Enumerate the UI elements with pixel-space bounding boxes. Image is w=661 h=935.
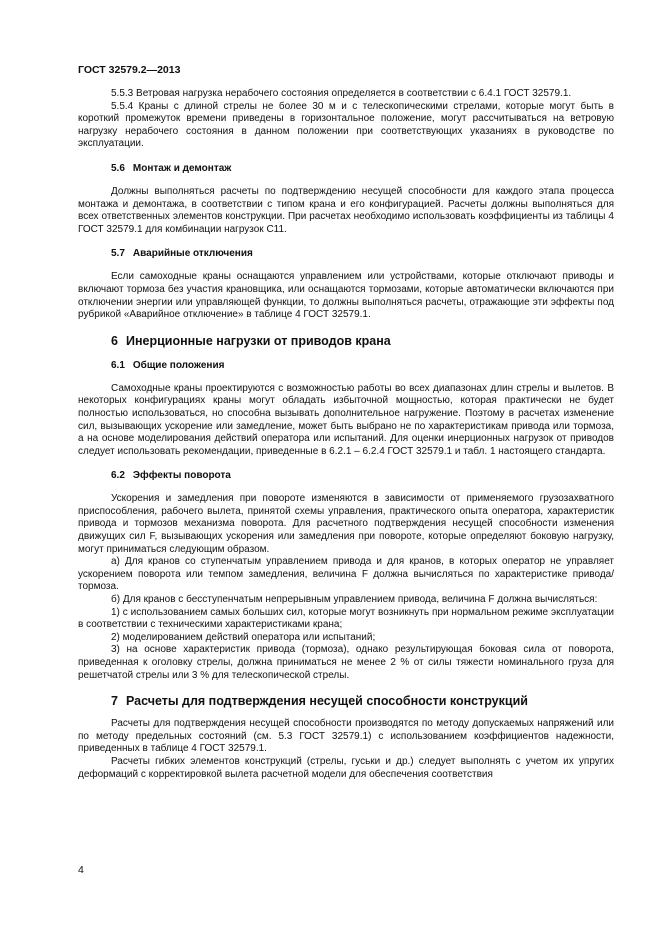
section-number: 6 [111,333,118,348]
section-number: 5.6 [111,162,125,174]
section-title: Расчеты для подтверждения несущей способности конструкций [125,694,528,709]
paragraph-5-5-4: 5.5.4 Краны с длиной стрелы не более 30 м и с телескопическими стрелами, которые могут быть в короткий промежуток времени приведены в горизонтальное положение, могут рассчитываться на ветровую нагрузку нерабочего состояния в данном положении при соответствующих указаниях в руководстве по эксплуатации. [78,100,614,150]
section-7-heading [111,694,614,708]
paragraph-5-5-3: 5.5.3 Ветровая нагрузка нерабочего состояния определяется в соответствии с 6.4.1 ГОСТ 32579.1. [111,88,572,99]
section-5-6-heading [111,163,614,174]
section-7-paragraph-1: Расчеты для подтверждения несущей способности производятся по методу допускаемых напряжений или по методу предельных состояний (см. 5.3 ГОСТ 32579.1) с использованием коэффициентов надежности, приведенных в таблице 4 ГОСТ 32579.1. [78,718,614,755]
section-title: Монтаж и демонтаж [132,162,232,174]
section-title: Общие положения [132,359,225,371]
section-number: 6.2 [111,470,125,482]
section-6-1-text: Самоходные краны проектируются с возможностью работы во всех диапазонах длин стрелы и вылетов. В некоторых конфигурациях краны могут обладать избыточной мощностью, которая практически не будет полностью использоваться, но способна вызывать дополнительное нагружение. Поэтому в расчетах изменение сил, вызывающих ускорение или замедление, может быть выбрано не по характеристикам привода или тормоза, а на основе моделирования действий оператора или испытаний. Для оценки инерционных нагрузок от приводов следует использовать рекомендации, приведенные в 6.2.1 – 6.2.4 ГОСТ 32579.1 и табл. 1 настоящего стандарта. [78,382,614,457]
section-number: 6.1 [111,359,125,371]
section-6-heading [111,334,614,348]
section-6-2-item-1: 1) с использованием самых больших сил, которые могут возникнуть при нормальном режиме эксплуатации в соответствии с техническими характеристиками крана; [78,606,614,631]
section-6-2-item-b: б) Для кранов с бесступенчатым непрерывным управлением привода, величина F должна вычисляться: [111,594,598,606]
section-6-2-heading [111,470,614,481]
section-6-2-item-3: 3) на основе характеристик привода (тормоза), однако результирующая боковая сила от поворота, приведенная к оголовку стрелы, должна приниматься не менее 2 % от силы тяжести номинального груза для решетчатой стрелы или 3 % для телескопической стрелы. [78,644,614,681]
section-5-7-text: Если самоходные краны оснащаются управлением или устройствами, которые отключают приводы и включают тормоза без участия крановщика, или оснащаются тормозами, которые автоматически включаются при отключении энергии или управляющей функции, то должны выполняться расчеты, отражающие эти эффекты под рубрикой «Аварийное отключение» в таблице 4 ГОСТ 32579.1. [78,271,614,321]
document-body [78,88,614,781]
section-5-6-text: Должны выполняться расчеты по подтверждению несущей способности для каждого этапа процесса монтажа и демонтажа, в соответствии с типом крана и его конфигурацией. Расчеты должны выполняться для всех ответственных элементов конструкции. При расчетах необходимо использовать коэффициенты из таблицы 4 ГОСТ 32579.1 для комбинации нагрузок С11. [78,185,614,235]
section-6-1-heading [111,360,614,371]
section-6-2-item-2: 2) моделированием действий оператора или испытаний; [111,631,376,643]
section-7-paragraph-2: Расчеты гибких элементов конструкций (стрелы, гуськи и др.) следует выполнять с учетом их упругих деформаций с корректировкой вылета расчетной модели для обеспечения соответствия [78,755,614,780]
page-number: 4 [78,864,84,876]
section-5-7-heading [111,248,614,259]
section-title: Эффекты поворота [132,470,231,482]
section-title: Инерционные нагрузки от приводов крана [125,333,391,348]
section-title: Аварийные отключения [132,248,253,260]
document-header: ГОСТ 32579.2—2013 [78,64,181,76]
section-6-2-item-a: а) Для кранов со ступенчатым управлением привода и для кранов, в которых оператор не управляет ускорением поворота или темпом замедления, величина F должна вычисляться по характеристике привода/тормоза. [78,556,614,593]
section-number: 5.7 [111,248,125,260]
section-6-2-intro: Ускорения и замедления при повороте изменяются в зависимости от применяемого грузозахватного приспособления, рабочего вылета, принятой схемы управления, практического опыта оператора, характеристик привода и тормозов механизма поворота. Для расчетного подтверждения несущей способности изменения движущих сил F, вызывающих ускорения или замедления при повороте, которые определяют боковую нагрузку, могут приниматься следующим образом. [78,493,614,555]
section-number: 7 [111,694,118,709]
